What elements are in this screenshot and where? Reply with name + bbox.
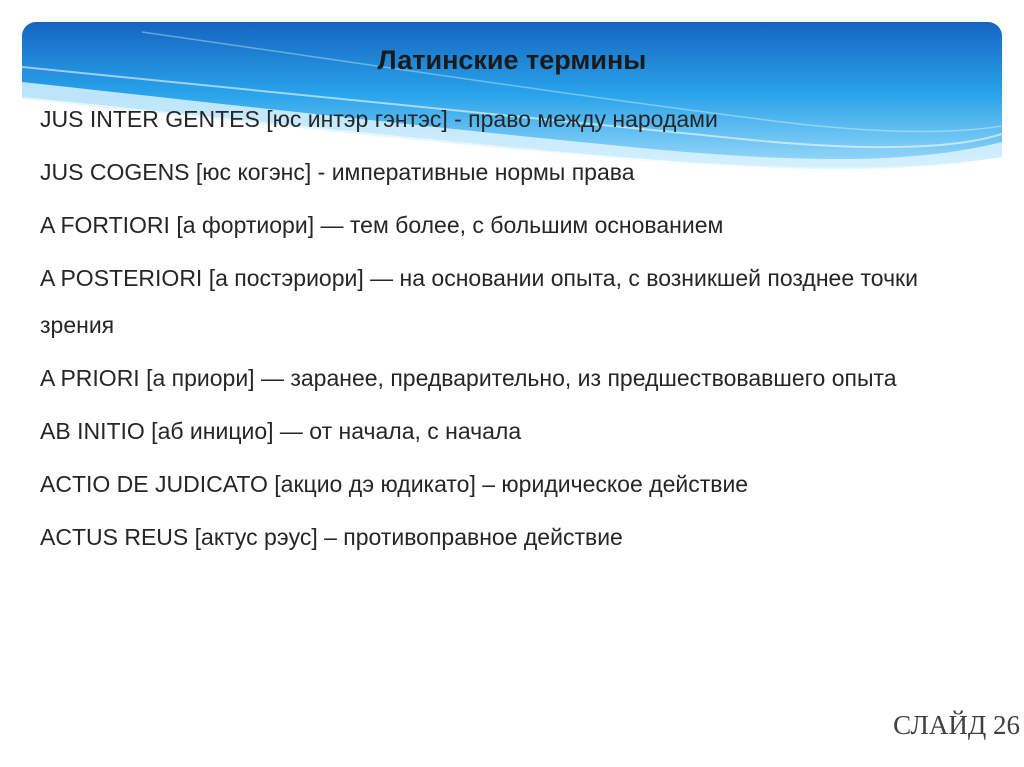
term-jus-cogens: JUS COGENS [юс когэнс] - императивные нормы права (40, 159, 635, 185)
term-actus-reus: ACTUS REUS [актус рэус] – противоправное действие (40, 524, 623, 550)
terms-list (40, 96, 970, 567)
term-ab-initio: AB INITIO [аб инициo] — от начала, с начала (40, 418, 522, 444)
slide-number: СЛАЙД 26 (893, 710, 1020, 740)
term-actio-de-judicato: ACTIO DE JUDICATO [акцио дэ юдикато] – юридическое действие (40, 471, 749, 497)
slide-title: Латинские термины (377, 45, 647, 75)
term-a-fortiori: A FORTIORI [а фортиори] — тем более, с большим основанием (40, 212, 724, 238)
term-a-priori: A PRIORI [а приори] — заранее, предварительно, из предшествовавшего опыта (40, 365, 897, 391)
term-jus-inter-gentes: JUS INTER GENTES [юс интэр гэнтэс] - право между народами (40, 106, 718, 132)
term-a-posteriori: A POSTERIORI [а постэриори] — на основании опыта, с возникшей позднее точки зрения (40, 265, 918, 338)
